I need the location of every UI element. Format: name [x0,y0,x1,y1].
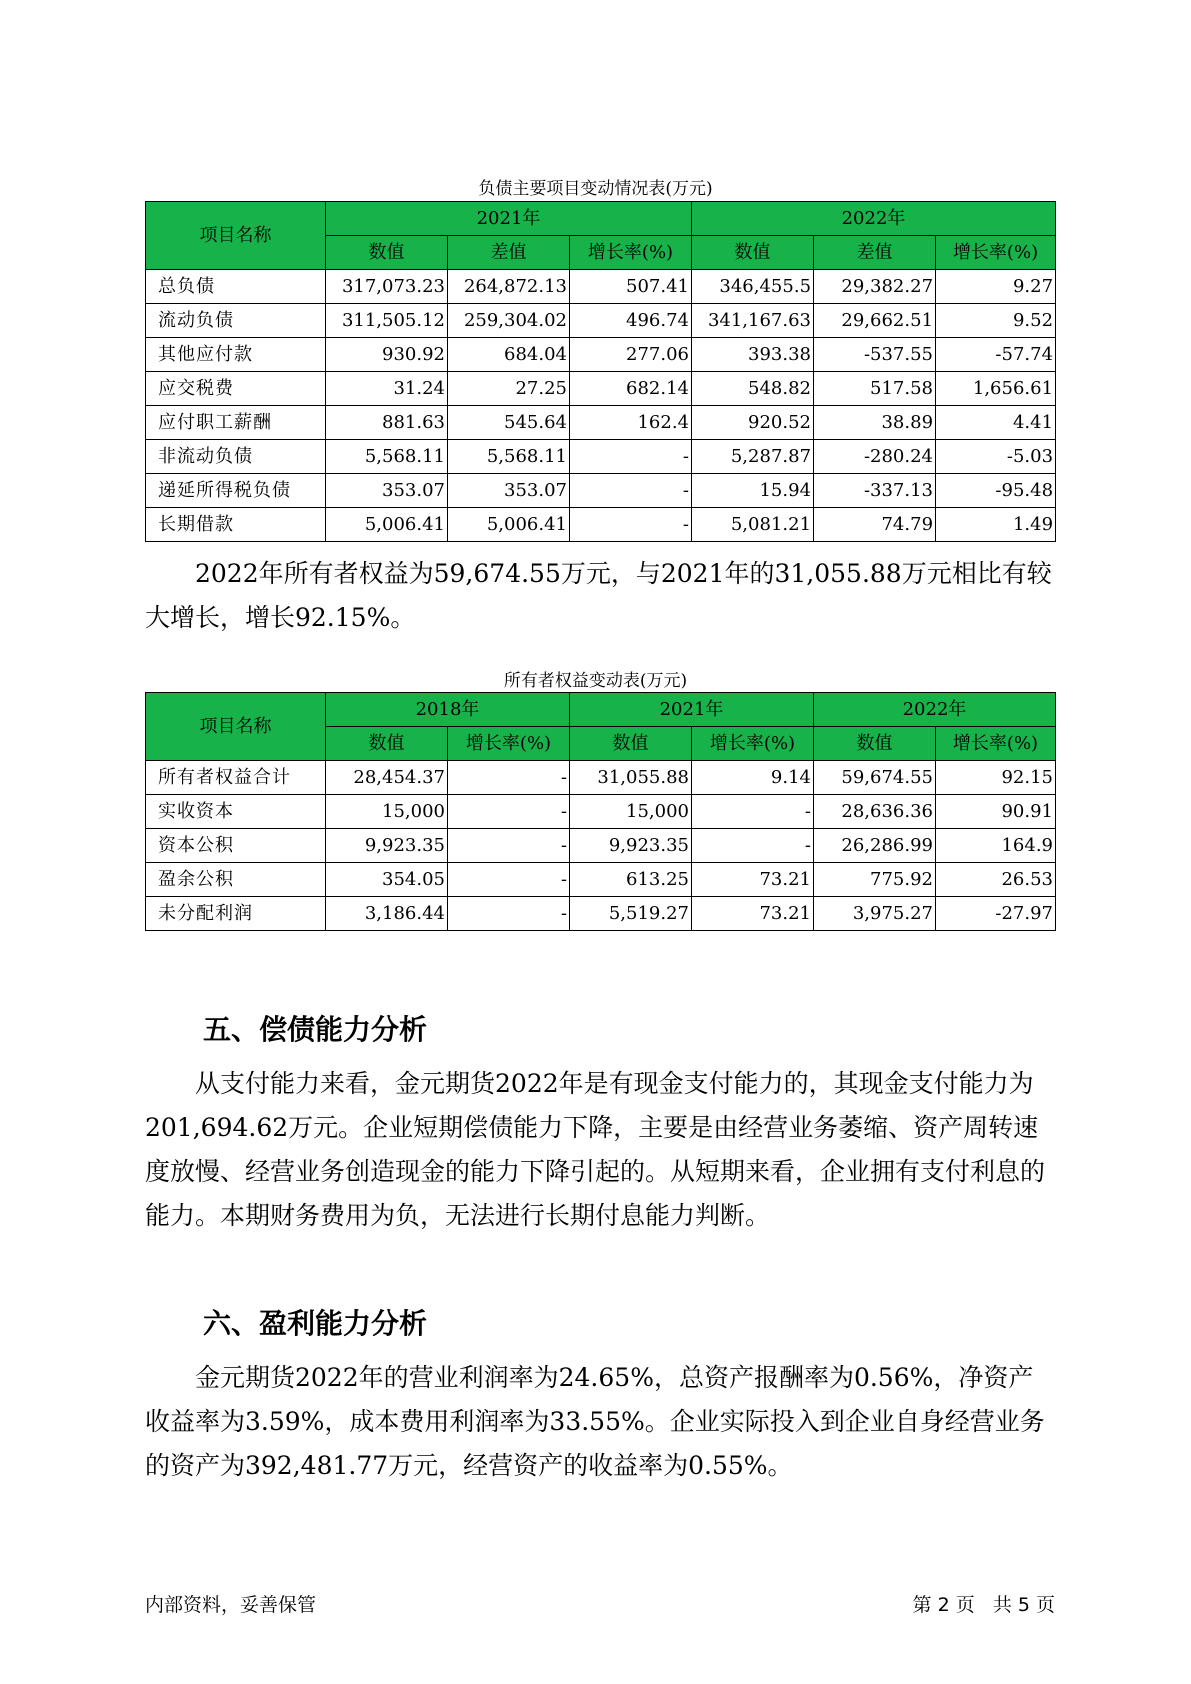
equity-summary-paragraph: 2022年所有者权益为59,674.55万元，与2021年的31,055.88万元相比有较大增长，增长92.15%。 [145,559,1052,632]
table-cell: 15,000 [326,795,448,829]
year-header: 2022年 [692,202,1056,236]
table2-caption: 所有者权益变动表(万元) [503,671,688,691]
item-name-header: 项目名称 [146,202,326,270]
table-cell: 507.41 [570,270,692,304]
table-cell: -5.03 [936,440,1056,474]
table-cell: - [692,795,814,829]
year-header: 2021年 [570,693,814,727]
table1-caption: 负债主要项目变动情况表(万元) [478,179,713,199]
table-cell: 393.38 [692,338,814,372]
table-cell: -27.97 [936,897,1056,931]
table-cell: 317,073.23 [326,270,448,304]
table-cell: 264,872.13 [448,270,570,304]
table-cell: -57.74 [936,338,1056,372]
table-cell: 5,568.11 [448,440,570,474]
table-cell: 15,000 [570,795,692,829]
table-cell: -337.13 [814,474,936,508]
table-cell: 775.92 [814,863,936,897]
row-label: 其他应付款 [146,338,326,372]
table-row [146,270,1056,304]
table-cell: -280.24 [814,440,936,474]
column-header: 数值 [814,727,936,761]
column-header: 差值 [448,236,570,270]
column-header: 数值 [692,236,814,270]
table-row [146,761,1056,795]
table-cell: 9.14 [692,761,814,795]
row-label: 流动负债 [146,304,326,338]
table-cell: 353.07 [326,474,448,508]
table-cell: 28,454.37 [326,761,448,795]
year-header: 2022年 [814,693,1056,727]
table-cell: 259,304.02 [448,304,570,338]
table-cell: -537.55 [814,338,936,372]
table-cell: 1.49 [936,508,1056,542]
table-cell: 73.21 [692,897,814,931]
table-cell: 92.15 [936,761,1056,795]
year-header: 2021年 [326,202,692,236]
row-label: 未分配利润 [146,897,326,931]
table-row [146,474,1056,508]
table-cell: - [570,474,692,508]
table-cell: 353.07 [448,474,570,508]
table-row [146,372,1056,406]
table-cell: 28,636.36 [814,795,936,829]
table-cell: 5,006.41 [448,508,570,542]
column-header: 差值 [814,236,936,270]
table-cell: 517.58 [814,372,936,406]
table-cell: 4.41 [936,406,1056,440]
column-header: 数值 [326,727,448,761]
table-cell: - [448,897,570,931]
row-label: 递延所得税负债 [146,474,326,508]
table-row [146,897,1056,931]
table-cell: 496.74 [570,304,692,338]
table-cell: - [570,508,692,542]
table-row [146,304,1056,338]
table-cell: 26.53 [936,863,1056,897]
table-cell: - [448,829,570,863]
table-cell: 90.91 [936,795,1056,829]
table-cell: 38.89 [814,406,936,440]
table-cell: - [448,795,570,829]
row-label: 资本公积 [146,829,326,863]
table-row [146,440,1056,474]
column-header: 数值 [570,727,692,761]
table-cell: 59,674.55 [814,761,936,795]
table-row [146,338,1056,372]
table-cell: 311,505.12 [326,304,448,338]
table-cell: 9,923.35 [570,829,692,863]
row-label: 盈余公积 [146,863,326,897]
table-cell: - [448,863,570,897]
row-label: 应付职工薪酬 [146,406,326,440]
table-cell: 162.4 [570,406,692,440]
row-label: 非流动负债 [146,440,326,474]
table-row [146,508,1056,542]
table-cell: 29,662.51 [814,304,936,338]
row-label: 总负债 [146,270,326,304]
table-cell: 354.05 [326,863,448,897]
footer-page-number: 第 2 页 共 5 页 [912,1594,1055,1616]
table-cell: - [448,761,570,795]
column-header: 增长率(%) [936,236,1056,270]
section-heading-profitability: 六、盈利能力分析 [203,1307,428,1340]
table-cell: 73.21 [692,863,814,897]
column-header: 增长率(%) [448,727,570,761]
row-label: 应交税费 [146,372,326,406]
table-cell: 5,081.21 [692,508,814,542]
table-cell: 5,006.41 [326,508,448,542]
solvency-paragraph: 从支付能力来看，金元期货2022年是有现金支付能力的，其现金支付能力为201,694.62万元。企业短期偿债能力下降，主要是由经营业务萎缩、资产周转速度放慢、经营业务创造现金的能力下降引起的。从短期来看，企业拥有支付利息的能力。本期财务费用为负，无法进行长期付息能力判断。 [145,1069,1046,1230]
table-cell: 3,975.27 [814,897,936,931]
table-cell: 548.82 [692,372,814,406]
liabilities-table [145,201,1056,542]
column-header: 增长率(%) [570,236,692,270]
table-row [146,795,1056,829]
column-header: 增长率(%) [692,727,814,761]
table-row [146,829,1056,863]
equity-table [145,692,1056,931]
table-cell: - [692,829,814,863]
table-cell: 545.64 [448,406,570,440]
table-cell: 930.92 [326,338,448,372]
row-label: 长期借款 [146,508,326,542]
row-label: 实收资本 [146,795,326,829]
table-cell: 9,923.35 [326,829,448,863]
table-cell: 881.63 [326,406,448,440]
table-row [146,863,1056,897]
footer-confidential-note: 内部资料，妥善保管 [145,1594,317,1616]
table-cell: 341,167.63 [692,304,814,338]
table-cell: 29,382.27 [814,270,936,304]
table-cell: 74.79 [814,508,936,542]
table-cell: 31.24 [326,372,448,406]
table-cell: 31,055.88 [570,761,692,795]
table-cell: 9.27 [936,270,1056,304]
table-cell: 26,286.99 [814,829,936,863]
table-cell: 346,455.5 [692,270,814,304]
table-cell: 5,568.11 [326,440,448,474]
table-cell: 1,656.61 [936,372,1056,406]
table-cell: - [570,440,692,474]
table-cell: -95.48 [936,474,1056,508]
table-cell: 5,287.87 [692,440,814,474]
table-cell: 3,186.44 [326,897,448,931]
table-cell: 27.25 [448,372,570,406]
section-heading-solvency: 五、偿债能力分析 [203,1013,428,1046]
table-cell: 164.9 [936,829,1056,863]
table-cell: 684.04 [448,338,570,372]
table-cell: 682.14 [570,372,692,406]
table-row [146,406,1056,440]
table-cell: 9.52 [936,304,1056,338]
column-header: 数值 [326,236,448,270]
column-header: 增长率(%) [936,727,1056,761]
table-cell: 920.52 [692,406,814,440]
year-header: 2018年 [326,693,570,727]
row-label: 所有者权益合计 [146,761,326,795]
table-cell: 5,519.27 [570,897,692,931]
table-cell: 613.25 [570,863,692,897]
profitability-paragraph: 金元期货2022年的营业利润率为24.65%，总资产报酬率为0.56%，净资产收益率为3.59%，成本费用利润率为33.55%。企业实际投入到企业自身经营业务的资产为392,481.77万元，经营资产的收益率为0.55%。 [145,1363,1045,1480]
table-cell: 15.94 [692,474,814,508]
table-cell: 277.06 [570,338,692,372]
item-name-header: 项目名称 [146,693,326,761]
